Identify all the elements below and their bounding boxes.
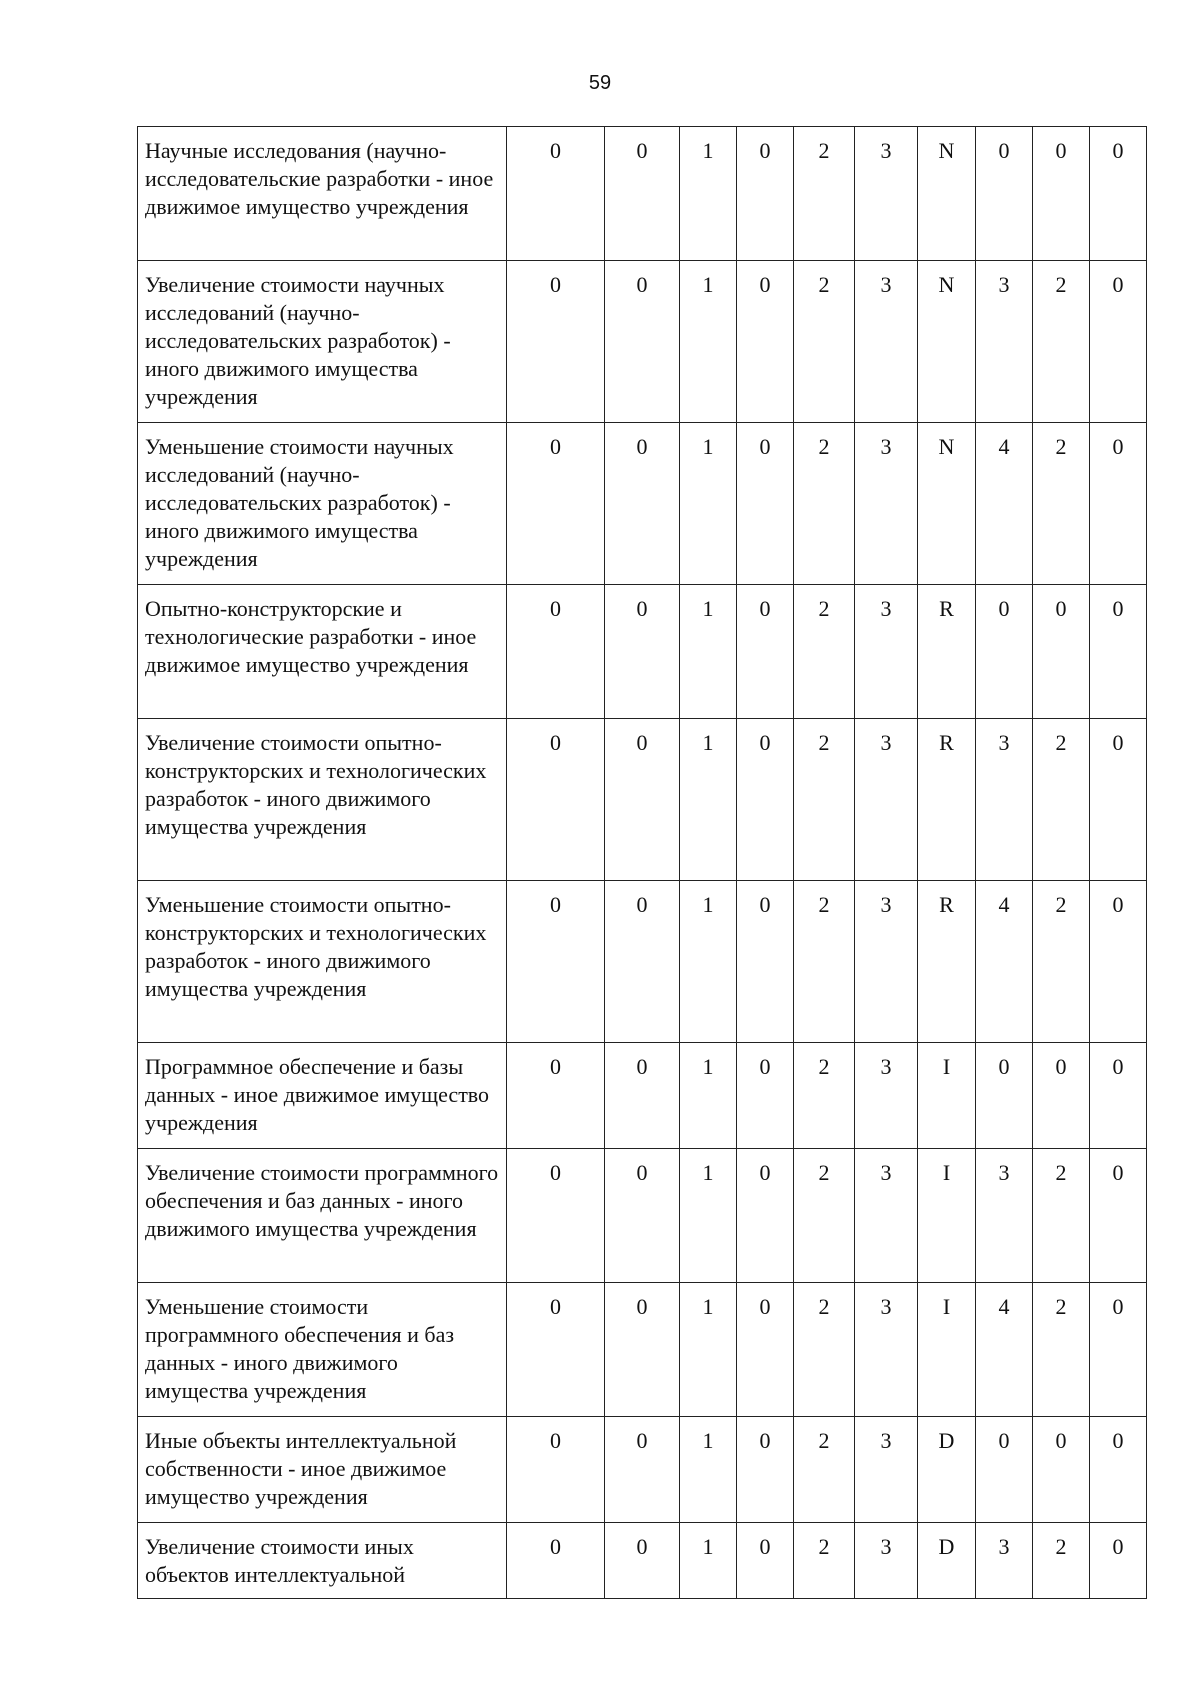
code-cell: 0 bbox=[976, 1417, 1033, 1523]
code-cell: 0 bbox=[737, 423, 794, 585]
code-cell: 0 bbox=[737, 585, 794, 719]
code-cell: 0 bbox=[605, 1149, 680, 1283]
code-cell: 2 bbox=[794, 1283, 855, 1417]
code-cell: I bbox=[918, 1043, 976, 1149]
row-label: Опытно-конструкторские и технологические разработки - иное движимое имущество учреждения bbox=[138, 585, 507, 719]
table-row bbox=[138, 881, 1147, 1043]
row-label: Уменьшение стоимости научных исследований (научно-исследовательских разработок) - иного движимого имущества учреждения bbox=[138, 423, 507, 585]
code-cell: 1 bbox=[680, 881, 737, 1043]
code-cell: 3 bbox=[976, 1523, 1033, 1599]
code-cell: 3 bbox=[855, 881, 918, 1043]
code-cell: 0 bbox=[605, 881, 680, 1043]
row-label: Увеличение стоимости опытно-конструкторских и технологических разработок - иного движимого имущества учреждения bbox=[138, 719, 507, 881]
code-cell: 2 bbox=[794, 423, 855, 585]
account-codes-table bbox=[137, 126, 1147, 1599]
code-cell: 1 bbox=[680, 719, 737, 881]
table-row bbox=[138, 1523, 1147, 1599]
row-label: Увеличение стоимости научных исследований (научно-исследовательских разработок) - иного движимого имущества учреждения bbox=[138, 261, 507, 423]
code-cell: 0 bbox=[1090, 719, 1147, 881]
code-cell: 3 bbox=[855, 127, 918, 261]
code-cell: 0 bbox=[605, 127, 680, 261]
code-cell: 1 bbox=[680, 1149, 737, 1283]
code-cell: 0 bbox=[976, 127, 1033, 261]
code-cell: 0 bbox=[507, 423, 605, 585]
code-cell: 0 bbox=[1033, 1417, 1090, 1523]
code-cell: 0 bbox=[737, 1043, 794, 1149]
table-row bbox=[138, 261, 1147, 423]
code-cell: 0 bbox=[737, 127, 794, 261]
code-cell: 0 bbox=[605, 585, 680, 719]
code-cell: 0 bbox=[507, 1523, 605, 1599]
code-cell: 3 bbox=[855, 1149, 918, 1283]
code-cell: R bbox=[918, 881, 976, 1043]
code-cell: 2 bbox=[794, 881, 855, 1043]
code-cell: 3 bbox=[976, 261, 1033, 423]
code-cell: 2 bbox=[794, 127, 855, 261]
code-cell: 1 bbox=[680, 585, 737, 719]
code-cell: N bbox=[918, 423, 976, 585]
code-cell: 0 bbox=[507, 585, 605, 719]
code-cell: 2 bbox=[1033, 1283, 1090, 1417]
code-cell: 0 bbox=[507, 1149, 605, 1283]
code-cell: 2 bbox=[1033, 261, 1090, 423]
row-label: Научные исследования (научно-исследовательские разработки - иное движимое имущество учреждения bbox=[138, 127, 507, 261]
table-row bbox=[138, 1043, 1147, 1149]
table-row bbox=[138, 1149, 1147, 1283]
table-row bbox=[138, 585, 1147, 719]
code-cell: 4 bbox=[976, 1283, 1033, 1417]
code-cell: 4 bbox=[976, 881, 1033, 1043]
code-cell: 0 bbox=[1090, 1283, 1147, 1417]
code-cell: N bbox=[918, 261, 976, 423]
code-cell: 0 bbox=[737, 881, 794, 1043]
code-cell: 2 bbox=[1033, 1149, 1090, 1283]
code-cell: 0 bbox=[605, 423, 680, 585]
code-cell: 2 bbox=[794, 585, 855, 719]
code-cell: 0 bbox=[1090, 1043, 1147, 1149]
code-cell: 0 bbox=[605, 261, 680, 423]
code-cell: D bbox=[918, 1523, 976, 1599]
code-cell: 0 bbox=[737, 1417, 794, 1523]
code-cell: 3 bbox=[855, 423, 918, 585]
table-row bbox=[138, 423, 1147, 585]
code-cell: 3 bbox=[855, 1417, 918, 1523]
code-cell: 0 bbox=[1090, 1149, 1147, 1283]
code-cell: 2 bbox=[1033, 423, 1090, 585]
code-cell: 2 bbox=[794, 1417, 855, 1523]
code-cell: 0 bbox=[507, 1417, 605, 1523]
code-cell: 4 bbox=[976, 423, 1033, 585]
code-cell: 0 bbox=[1033, 585, 1090, 719]
code-cell: 2 bbox=[1033, 719, 1090, 881]
code-cell: D bbox=[918, 1417, 976, 1523]
code-cell: I bbox=[918, 1149, 976, 1283]
code-cell: 3 bbox=[976, 719, 1033, 881]
code-cell: 3 bbox=[855, 261, 918, 423]
code-cell: 0 bbox=[976, 585, 1033, 719]
code-cell: 2 bbox=[794, 261, 855, 423]
code-cell: 0 bbox=[976, 1043, 1033, 1149]
code-cell: 1 bbox=[680, 1417, 737, 1523]
code-cell: 0 bbox=[737, 719, 794, 881]
page-number: 59 bbox=[588, 72, 612, 94]
code-cell: 1 bbox=[680, 1043, 737, 1149]
code-cell: 0 bbox=[605, 719, 680, 881]
code-cell: 2 bbox=[794, 1149, 855, 1283]
code-cell: 0 bbox=[507, 881, 605, 1043]
table-row bbox=[138, 127, 1147, 261]
code-cell: 3 bbox=[855, 1523, 918, 1599]
code-cell: 0 bbox=[1090, 881, 1147, 1043]
code-cell: 0 bbox=[1090, 1523, 1147, 1599]
code-cell: 3 bbox=[855, 1283, 918, 1417]
code-cell: 0 bbox=[605, 1283, 680, 1417]
row-label: Увеличение стоимости иных объектов интеллектуальной bbox=[138, 1523, 507, 1599]
code-cell: 2 bbox=[794, 1043, 855, 1149]
table-row bbox=[138, 1283, 1147, 1417]
code-cell: 0 bbox=[507, 261, 605, 423]
code-cell: 1 bbox=[680, 261, 737, 423]
code-cell: R bbox=[918, 719, 976, 881]
row-label: Программное обеспечение и базы данных - иное движимое имущество учреждения bbox=[138, 1043, 507, 1149]
code-cell: 0 bbox=[1090, 585, 1147, 719]
code-cell: 3 bbox=[855, 719, 918, 881]
code-cell: 0 bbox=[737, 1149, 794, 1283]
row-label: Увеличение стоимости программного обеспечения и баз данных - иного движимого имущества учреждения bbox=[138, 1149, 507, 1283]
code-cell: 0 bbox=[507, 719, 605, 881]
code-cell: 1 bbox=[680, 1523, 737, 1599]
code-cell: 0 bbox=[605, 1523, 680, 1599]
code-cell: 0 bbox=[1090, 1417, 1147, 1523]
table-row bbox=[138, 719, 1147, 881]
table-row bbox=[138, 1417, 1147, 1523]
code-cell: 1 bbox=[680, 1283, 737, 1417]
code-cell: 0 bbox=[737, 261, 794, 423]
code-cell: 0 bbox=[1033, 1043, 1090, 1149]
code-cell: 0 bbox=[507, 1043, 605, 1149]
code-cell: 3 bbox=[976, 1149, 1033, 1283]
code-cell: 0 bbox=[737, 1523, 794, 1599]
code-cell: 1 bbox=[680, 423, 737, 585]
code-cell: 2 bbox=[1033, 881, 1090, 1043]
code-cell: 0 bbox=[1090, 261, 1147, 423]
code-cell: 0 bbox=[605, 1417, 680, 1523]
code-cell: 0 bbox=[507, 127, 605, 261]
table-body bbox=[138, 127, 1147, 1599]
code-cell: R bbox=[918, 585, 976, 719]
code-cell: 0 bbox=[1033, 127, 1090, 261]
row-label: Уменьшение стоимости опытно-конструкторских и технологических разработок - иного движимого имущества учреждения bbox=[138, 881, 507, 1043]
code-cell: 2 bbox=[794, 719, 855, 881]
code-cell: I bbox=[918, 1283, 976, 1417]
code-cell: 2 bbox=[794, 1523, 855, 1599]
code-cell: 3 bbox=[855, 585, 918, 719]
row-label: Уменьшение стоимости программного обеспечения и баз данных - иного движимого имущества учреждения bbox=[138, 1283, 507, 1417]
code-cell: 0 bbox=[507, 1283, 605, 1417]
code-cell: 2 bbox=[1033, 1523, 1090, 1599]
row-label: Иные объекты интеллектуальной собственности - иное движимое имущество учреждения bbox=[138, 1417, 507, 1523]
code-cell: 0 bbox=[737, 1283, 794, 1417]
code-cell: 3 bbox=[855, 1043, 918, 1149]
code-cell: 0 bbox=[605, 1043, 680, 1149]
code-cell: 0 bbox=[1090, 423, 1147, 585]
code-cell: N bbox=[918, 127, 976, 261]
code-cell: 1 bbox=[680, 127, 737, 261]
code-cell: 0 bbox=[1090, 127, 1147, 261]
